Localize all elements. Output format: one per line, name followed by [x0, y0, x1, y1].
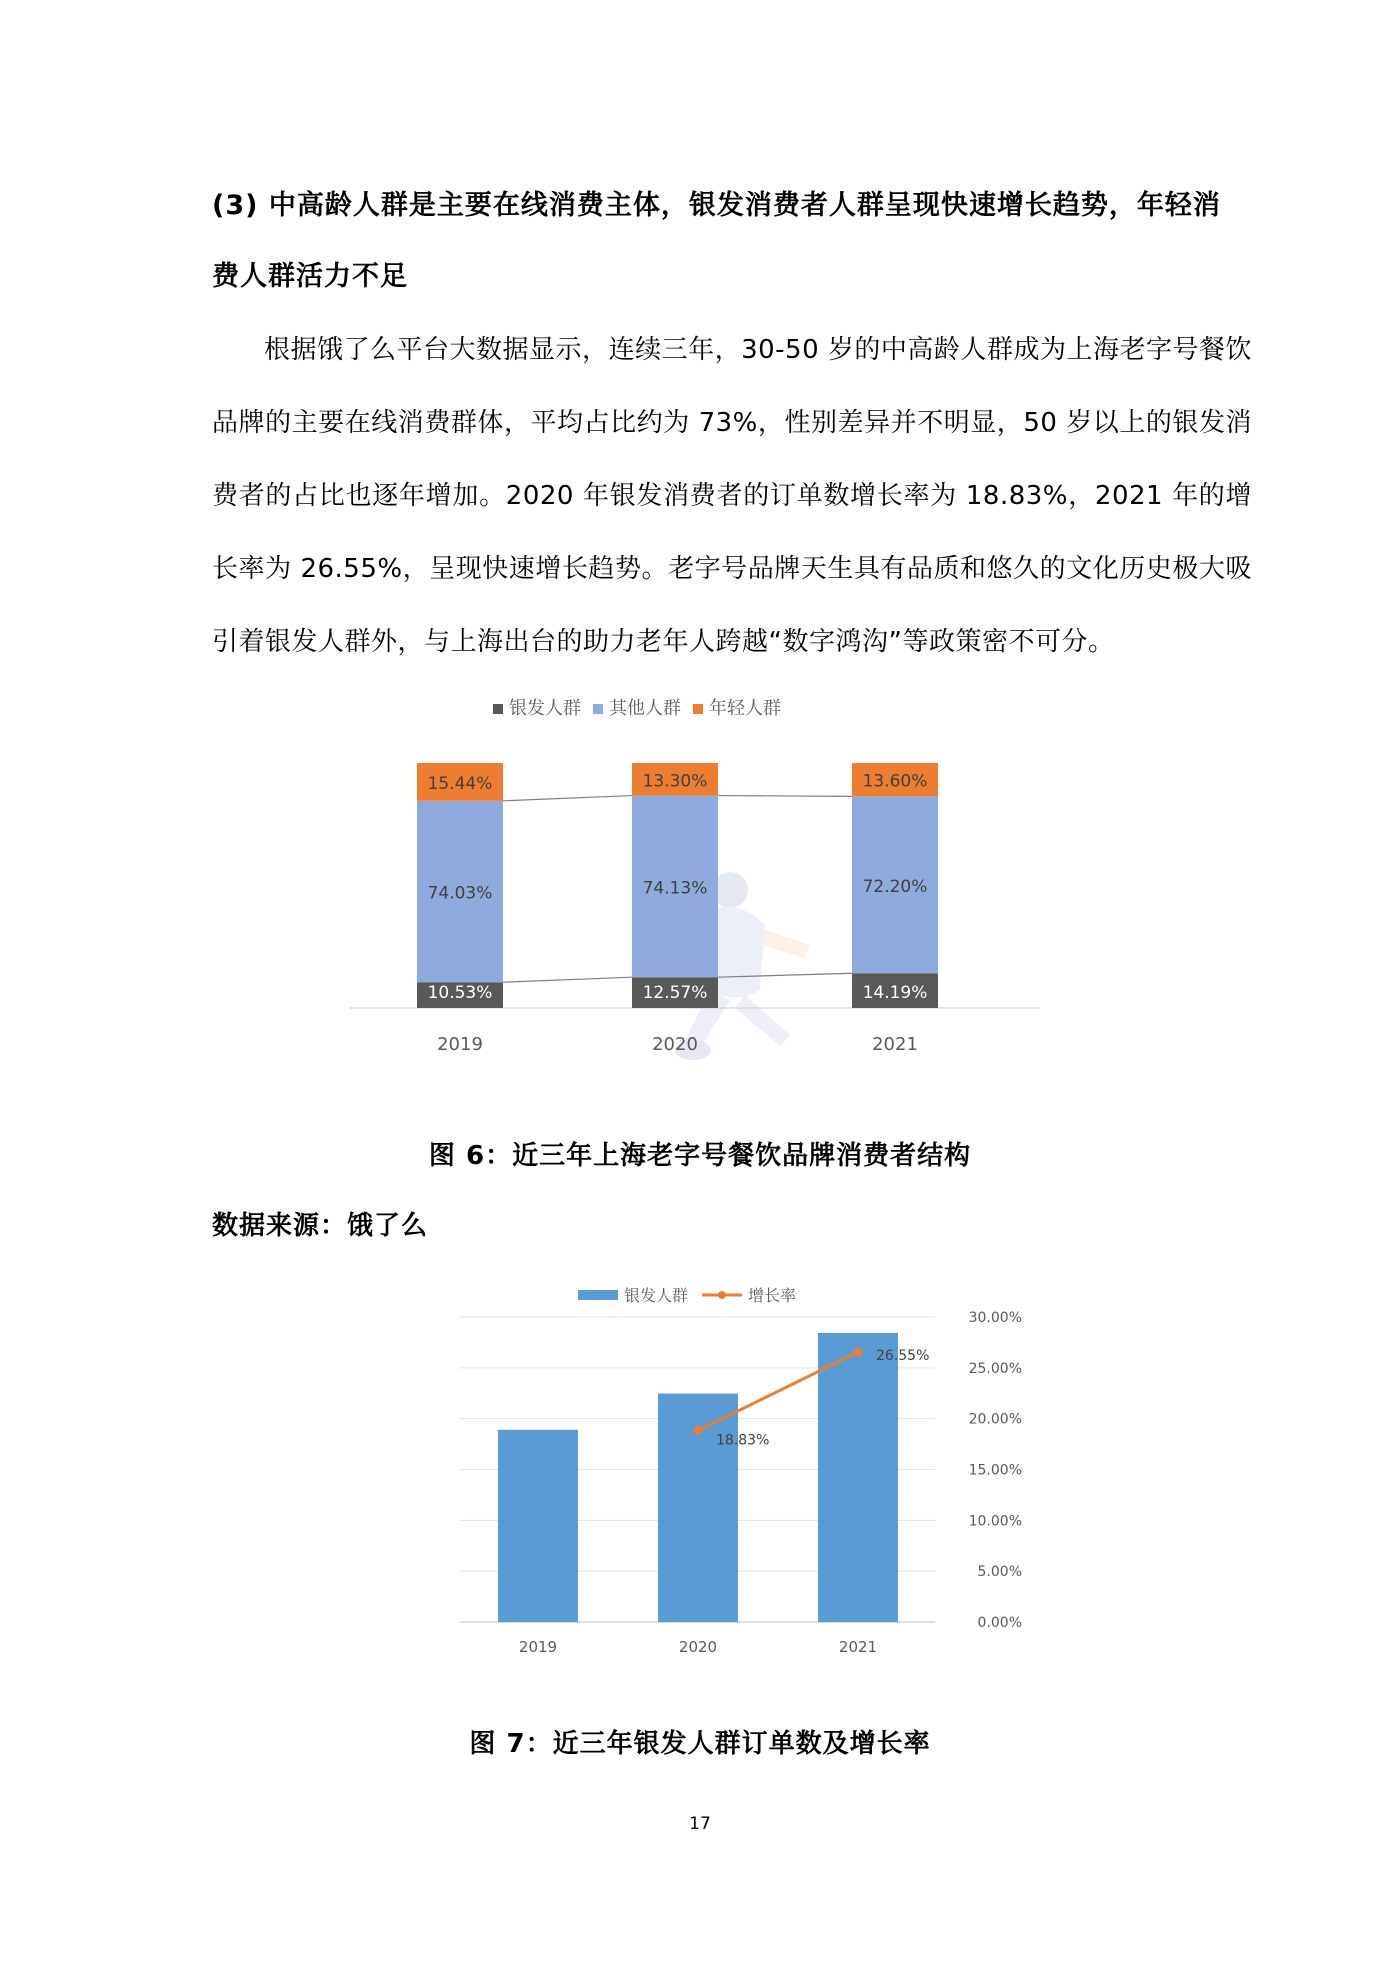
legend-label-0: 银发人群 [509, 698, 581, 719]
data-label-银发人群-2019: 10.53% [427, 983, 493, 1003]
y2-tick-3: 15.00% [968, 1462, 1022, 1479]
x-tick-2021: 2021 [872, 1034, 918, 1055]
series-line-2-0 [503, 796, 632, 801]
y2-tick-5: 25.00% [968, 1360, 1022, 1377]
x-tick-2020: 2020 [678, 1638, 718, 1656]
page-number: 17 [689, 1814, 711, 1834]
legend-label-line: 增长率 [748, 1286, 797, 1305]
data-label-银发人群-2021: 14.19% [862, 983, 928, 1003]
growth-label-2021: 26.55% [876, 1348, 930, 1365]
figure7-caption: 图 7：近三年银发人群订单数及增长率 [469, 1729, 931, 1759]
x-tick-2019: 2019 [518, 1638, 558, 1656]
figure6-caption: 图 6：近三年上海老字号餐饮品牌消费者结构 [428, 1141, 972, 1171]
figure6-stacked-chart [340, 690, 1060, 1090]
series-line-0-0 [503, 977, 632, 982]
data-label-银发人群-2020: 12.57% [642, 983, 708, 1003]
bar-2021 [818, 1333, 898, 1622]
y2-tick-4: 20.00% [968, 1411, 1022, 1428]
data-label-年轻人群-2020: 13.30% [642, 771, 708, 792]
legend-swatch-bars [578, 1290, 618, 1300]
data-label-其他人群-2021: 72.20% [862, 876, 928, 897]
legend-swatch-1 [593, 704, 603, 714]
figure7-combo-chart [440, 1270, 1040, 1680]
growth-label-2020: 18.83% [716, 1432, 770, 1449]
legend-swatch-2 [693, 704, 703, 714]
growth-marker-2021 [854, 1348, 863, 1357]
legend-label-bars: 银发人群 [624, 1286, 689, 1305]
growth-marker-2020 [694, 1426, 703, 1435]
figure6-data-source: 数据来源：饿了么 [212, 1211, 429, 1241]
x-tick-2021: 2021 [838, 1638, 878, 1656]
legend-label-2: 年轻人群 [709, 698, 781, 719]
x-tick-2020: 2020 [652, 1034, 698, 1055]
section-heading-line1: (3) 中高龄人群是主要在线消费主体，银发消费者人群呈现快速增长趋势，年轻消 [212, 190, 1221, 221]
figure7-legend [578, 1286, 796, 1305]
figure6-legend [493, 697, 781, 719]
legend-label-1: 其他人群 [609, 698, 681, 719]
data-label-其他人群-2019: 74.03% [427, 883, 493, 904]
y2-tick-1: 5.00% [977, 1564, 1022, 1581]
section-heading-line2: 费人群活力不足 [212, 261, 408, 292]
x-tick-2019: 2019 [437, 1034, 483, 1055]
y2-tick-2: 10.00% [968, 1513, 1022, 1530]
series-line-2-1 [718, 796, 852, 797]
body-paragraph: 根据饿了么平台大数据显示，连续三年，30-50 岁的中高龄人群成为上海老字号餐饮品牌的主要在线消费群体，平均占比约为 73%，性别差异并不明显，50 岁以上的银发消费者的占比也逐年增加。2020 年银发消费者的订单数增长率为 18.83%，2021 年的增长率为 26.55%，呈现快速增长趋势。老字号品牌天生具有品质和悠久的文化历史极大吸引着银发人群外，与上海出台的助力老年人跨越“数字鸿沟”等政策密不可分。 [212, 335, 1252, 657]
legend-swatch-0 [493, 704, 503, 714]
y2-tick-0: 0.00% [977, 1615, 1022, 1631]
data-label-年轻人群-2021: 13.60% [862, 771, 928, 792]
bar-2019 [498, 1430, 578, 1622]
y2-tick-6: 30.00% [968, 1310, 1022, 1326]
legend-marker [718, 1291, 726, 1299]
data-label-年轻人群-2019: 15.44% [427, 773, 493, 794]
data-label-其他人群-2020: 74.13% [642, 878, 708, 899]
